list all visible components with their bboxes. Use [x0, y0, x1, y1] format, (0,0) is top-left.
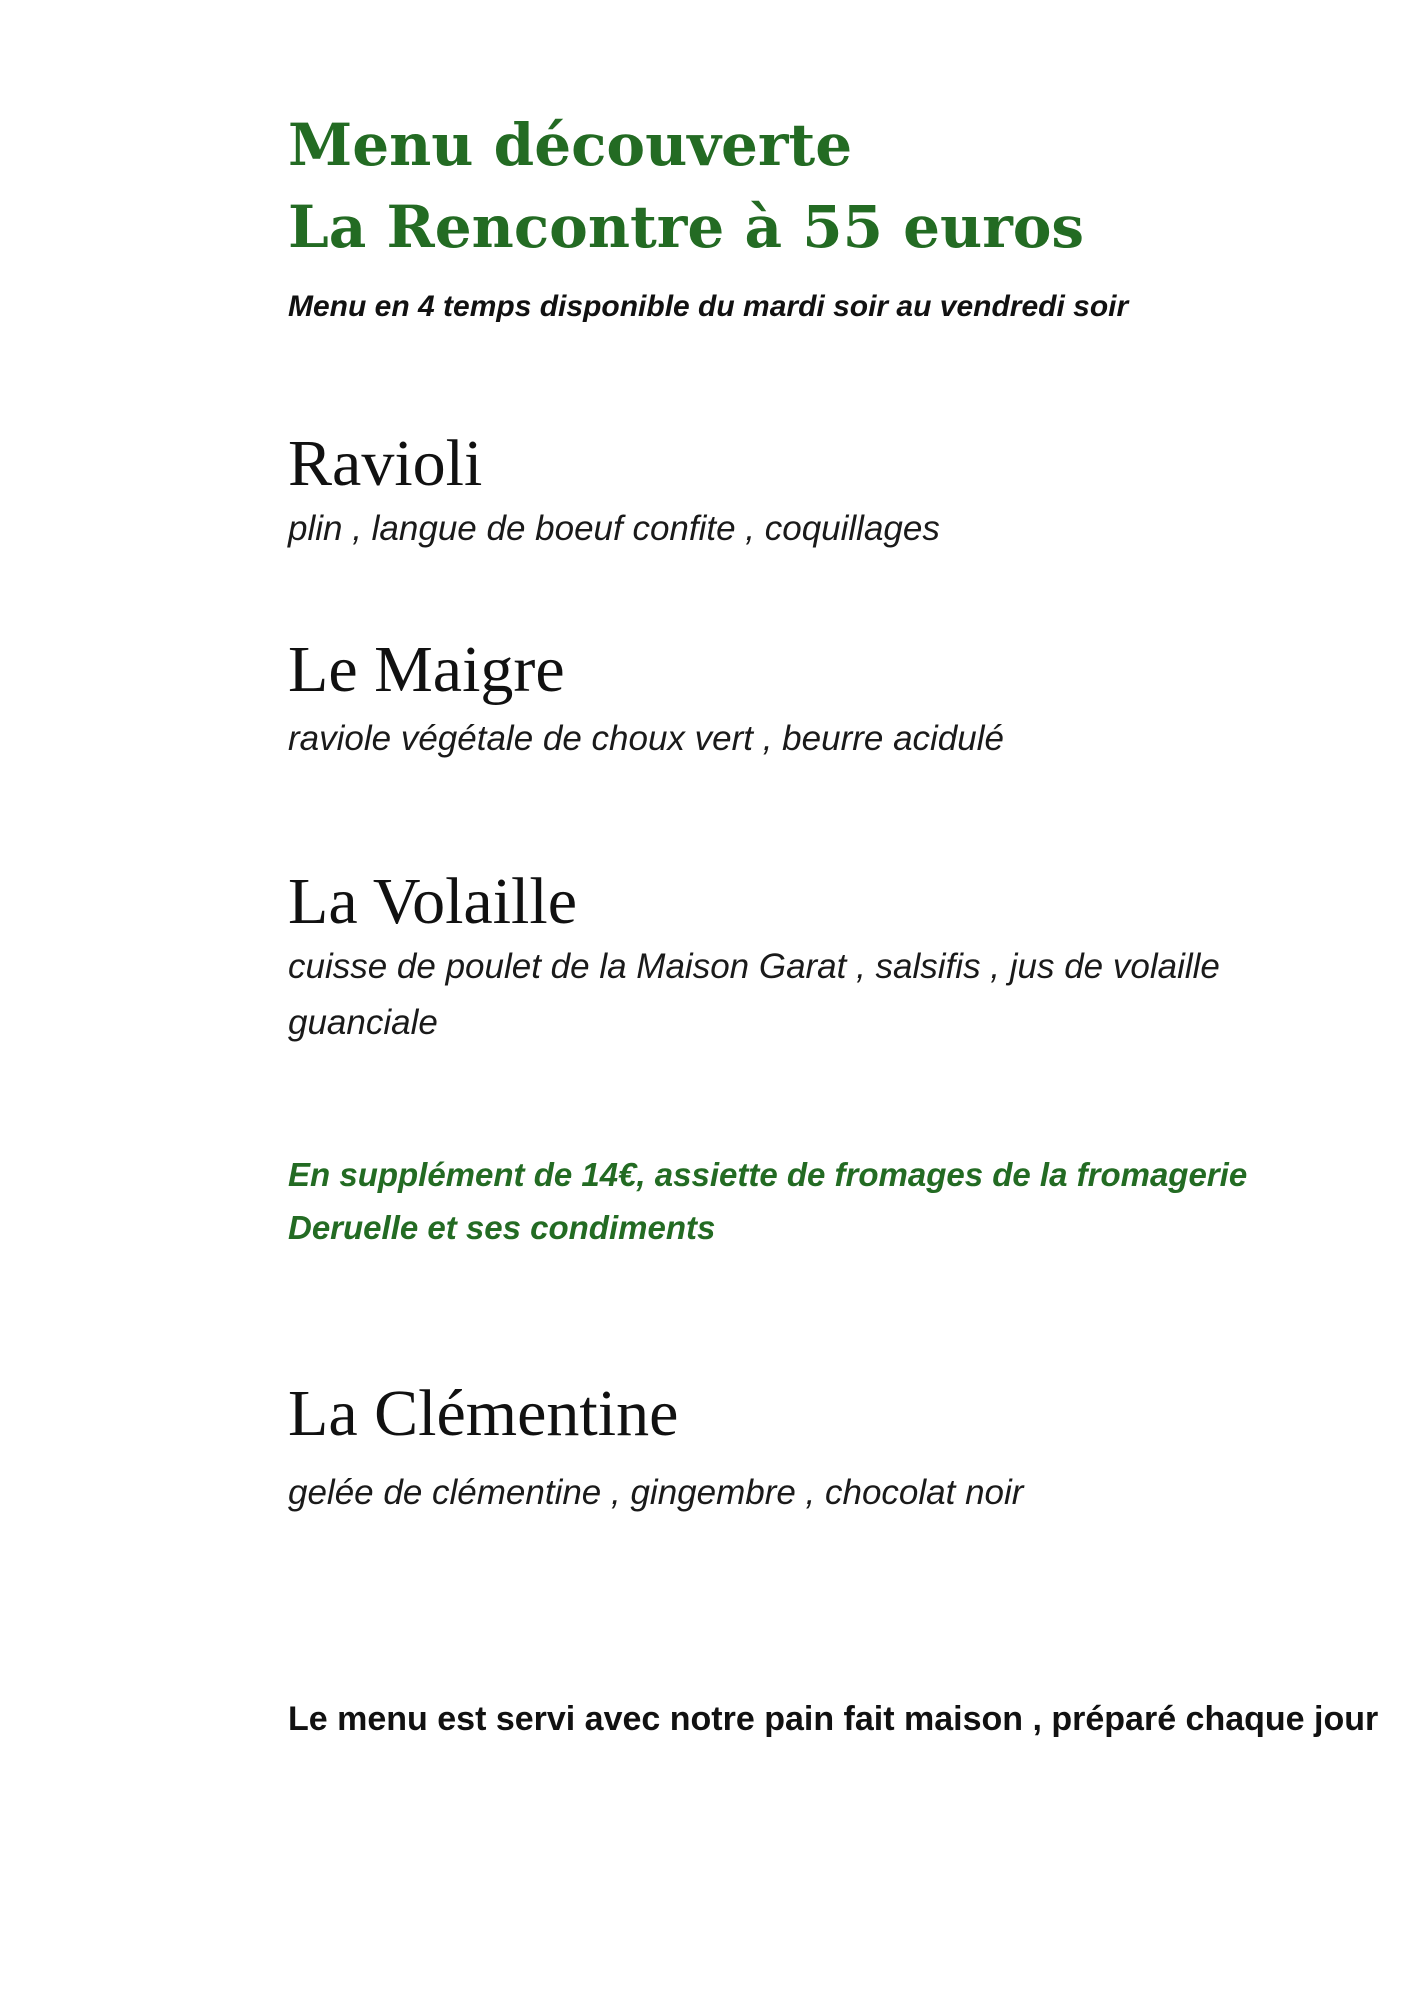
course-description: plin , langue de boeuf confite , coquillages: [288, 508, 940, 548]
course-description: raviole végétale de choux vert , beurre acidulé: [288, 718, 1004, 758]
course-description: gelée de clémentine , gingembre , chocolat noir: [288, 1472, 1024, 1512]
course-ravioli: [288, 428, 1348, 557]
course-le-maigre: [288, 634, 1348, 767]
course-name: La Clémentine: [288, 1377, 679, 1450]
course-la-volaille: [288, 866, 1348, 1051]
cheese-supplement-note: En supplément de 14€, assiette de fromages de la fromagerie Deruelle et ses condiments: [288, 1156, 1248, 1246]
course-name: La Volaille: [288, 865, 578, 938]
menu-price-title: La Rencontre à 55 euros: [288, 193, 1085, 261]
course-name: Ravioli: [288, 427, 483, 500]
course-description: cuisse de poulet de la Maison Garat , salsifis , jus de volaille guanciale: [288, 946, 1220, 1042]
course-la-clementine: [288, 1378, 1348, 1521]
bread-note: Le menu est servi avec notre pain fait maison , préparé chaque jour: [288, 1700, 1379, 1738]
course-name: Le Maigre: [288, 633, 565, 706]
menu-title: Menu découverte: [288, 111, 853, 179]
menu-availability: Menu en 4 temps disponible du mardi soir au vendredi soir: [288, 290, 1129, 323]
